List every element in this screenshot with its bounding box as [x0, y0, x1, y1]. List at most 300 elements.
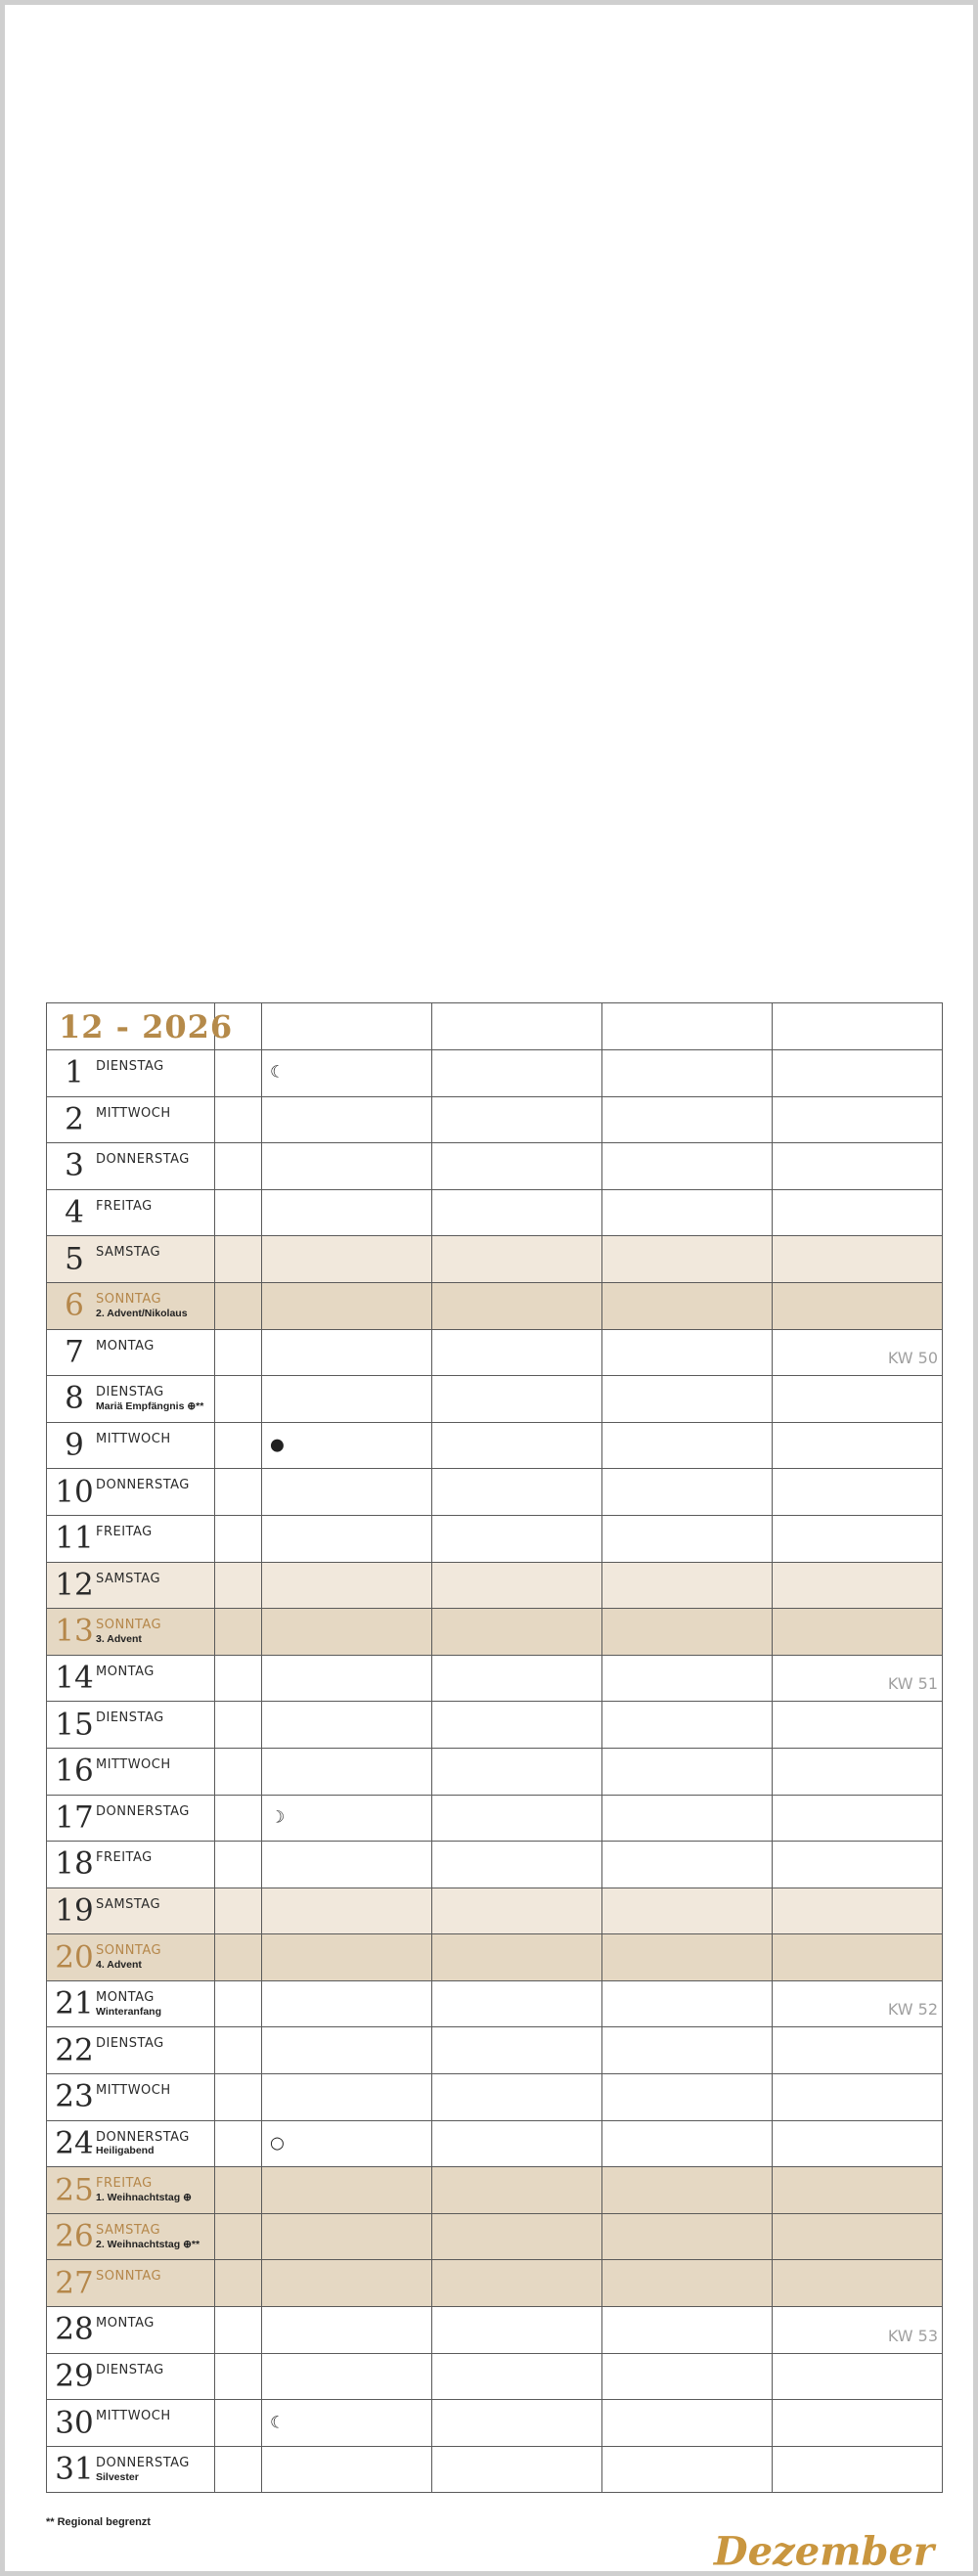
moon-phase-icon: ○ — [270, 2133, 285, 2154]
holiday-label: 2. Weihnachtstag ⊕** — [96, 2238, 200, 2250]
entry-cell[interactable] — [602, 2167, 773, 2214]
day-cell — [47, 1980, 215, 2027]
day-text — [96, 1756, 171, 1773]
day-row — [47, 1702, 943, 1749]
entry-cell[interactable] — [602, 1050, 773, 1097]
entry-cell[interactable] — [262, 1980, 432, 2027]
narrow-cell[interactable] — [215, 1562, 262, 1609]
weekday-label: MITTWOCH — [96, 1105, 171, 1121]
entry-cell[interactable] — [432, 1329, 602, 1376]
entry-cell[interactable] — [602, 1702, 773, 1749]
entry-cell[interactable] — [432, 2400, 602, 2447]
entry-cell[interactable] — [432, 1842, 602, 1888]
entry-cell[interactable] — [432, 1795, 602, 1842]
entry-cell[interactable] — [262, 2260, 432, 2307]
day-text — [96, 1896, 160, 1913]
entry-cell[interactable] — [773, 1702, 943, 1749]
weekday-label: DONNERSTAG — [96, 2129, 190, 2145]
holiday-label: 1. Weihnachtstag ⊕ — [96, 2192, 192, 2204]
day-row — [47, 1562, 943, 1609]
entry-cell[interactable] — [602, 2307, 773, 2354]
day-number: 8 — [65, 1380, 84, 1416]
weekday-label: DIENSTAG — [96, 2362, 164, 2377]
calendar-week-label: KW 53 — [887, 2326, 938, 2345]
day-text — [96, 2082, 171, 2099]
entry-cell[interactable] — [262, 2400, 432, 2447]
weekday-label: MONTAG — [96, 1338, 155, 1354]
entry-cell[interactable] — [602, 1376, 773, 1423]
entry-cell[interactable] — [773, 2213, 943, 2260]
month-year-title: 12 - 2026 — [59, 1007, 234, 1045]
entry-cell[interactable] — [262, 1282, 432, 1329]
calendar-grid — [46, 1002, 943, 2493]
narrow-cell[interactable] — [215, 2074, 262, 2121]
day-number: 7 — [65, 1334, 84, 1370]
header-person-cell[interactable] — [432, 1003, 602, 1050]
narrow-cell[interactable] — [215, 1842, 262, 1888]
entry-cell[interactable] — [602, 1980, 773, 2027]
weekday-label: SAMSTAG — [96, 2222, 161, 2238]
entry-cell[interactable] — [262, 1934, 432, 1981]
day-cell — [47, 2167, 215, 2214]
entry-cell[interactable] — [432, 1376, 602, 1423]
entry-cell[interactable] — [262, 2213, 432, 2260]
day-cell — [47, 1934, 215, 1981]
entry-cell[interactable] — [262, 2120, 432, 2167]
weekday-label: MONTAG — [96, 1989, 155, 2005]
month-year-cell — [47, 1003, 234, 1050]
entry-cell[interactable] — [432, 1236, 602, 1283]
day-number: 9 — [65, 1427, 84, 1463]
day-row — [47, 2260, 943, 2307]
entry-cell[interactable] — [262, 1329, 432, 1376]
day-number: 16 — [55, 1753, 94, 1789]
entry-cell[interactable] — [773, 1934, 943, 1981]
entry-cell[interactable] — [432, 1934, 602, 1981]
moon-phase-icon: ☽ — [270, 1807, 286, 1828]
moon-phase-icon: ● — [270, 1435, 285, 1455]
entry-cell[interactable] — [773, 2260, 943, 2307]
entry-cell[interactable] — [773, 2400, 943, 2447]
day-number: 28 — [55, 2311, 94, 2347]
entry-cell[interactable] — [432, 1515, 602, 1562]
entry-cell[interactable] — [773, 1096, 943, 1143]
weekday-label: SONNTAG — [96, 1943, 162, 1959]
entry-cell[interactable] — [432, 2027, 602, 2074]
entry-cell[interactable] — [262, 2167, 432, 2214]
entry-cell[interactable] — [773, 1189, 943, 1236]
narrow-cell[interactable] — [215, 1236, 262, 1283]
day-row — [47, 2074, 943, 2121]
entry-cell[interactable] — [602, 1096, 773, 1143]
day-text — [96, 1477, 190, 1493]
day-number: 19 — [55, 1892, 94, 1929]
entry-cell[interactable] — [602, 1236, 773, 1283]
entry-cell[interactable] — [602, 1655, 773, 1702]
holiday-label: 3. Advent — [96, 1632, 142, 1645]
weekday-label: SONNTAG — [96, 1291, 162, 1307]
day-row — [47, 2167, 943, 2214]
entry-cell[interactable] — [602, 1795, 773, 1842]
day-number: 3 — [65, 1147, 84, 1183]
day-cell — [47, 2307, 215, 2354]
day-text — [96, 1244, 160, 1261]
day-text — [96, 1849, 153, 1866]
entry-cell[interactable] — [262, 1609, 432, 1656]
entry-cell[interactable] — [773, 1842, 943, 1888]
entry-cell[interactable] — [773, 2167, 943, 2214]
day-row — [47, 1189, 943, 1236]
day-number: 20 — [55, 1939, 94, 1976]
narrow-cell[interactable] — [215, 1376, 262, 1423]
weekday-label: SONNTAG — [96, 1618, 162, 1633]
calendar-week-label: KW 52 — [887, 2000, 938, 2020]
entry-cell[interactable] — [602, 1609, 773, 1656]
day-cell — [47, 1655, 215, 1702]
day-row — [47, 1422, 943, 1469]
entry-cell[interactable] — [262, 2307, 432, 2354]
entry-cell[interactable] — [602, 1469, 773, 1516]
moon-phase-icon: ☾ — [270, 1062, 286, 1083]
entry-cell[interactable] — [432, 2167, 602, 2214]
day-row — [47, 2027, 943, 2074]
entry-cell[interactable] — [262, 1376, 432, 1423]
narrow-cell[interactable] — [215, 1609, 262, 1656]
day-row — [47, 1469, 943, 1516]
day-row — [47, 2446, 943, 2493]
day-number: 26 — [55, 2218, 94, 2254]
weekday-label: SAMSTAG — [96, 1896, 161, 1912]
entry-cell[interactable] — [602, 1422, 773, 1469]
day-row — [47, 1934, 943, 1981]
day-text — [96, 1291, 188, 1319]
entry-cell[interactable] — [262, 1050, 432, 1097]
entry-cell[interactable] — [262, 1422, 432, 1469]
entry-cell[interactable] — [773, 1422, 943, 1469]
entry-cell[interactable] — [432, 2074, 602, 2121]
entry-cell[interactable] — [432, 1096, 602, 1143]
day-number: 10 — [55, 1474, 94, 1510]
weekday-label: DIENSTAG — [96, 1385, 164, 1400]
entry-cell[interactable] — [262, 1469, 432, 1516]
holiday-label: 4. Advent — [96, 1959, 142, 1972]
weekday-label: MITTWOCH — [96, 1756, 171, 1772]
entry-cell[interactable] — [773, 1980, 943, 2027]
day-text — [96, 1524, 153, 1540]
entry-cell[interactable] — [773, 1236, 943, 1283]
entry-cell[interactable] — [432, 1050, 602, 1097]
entry-cell[interactable] — [773, 2074, 943, 2121]
entry-cell[interactable] — [262, 2446, 432, 2493]
entry-cell[interactable] — [773, 1655, 943, 1702]
narrow-cell[interactable] — [215, 1515, 262, 1562]
day-text — [96, 1384, 203, 1412]
weekday-label: DONNERSTAG — [96, 2455, 190, 2470]
weekday-label: DONNERSTAG — [96, 1478, 190, 1493]
day-number: 4 — [65, 1194, 84, 1230]
day-row — [47, 2353, 943, 2400]
entry-cell[interactable] — [773, 1050, 943, 1097]
entry-cell[interactable] — [432, 1748, 602, 1795]
footnote: ** Regional begrenzt — [46, 2516, 151, 2528]
day-text — [96, 2408, 171, 2424]
entry-cell[interactable] — [602, 1934, 773, 1981]
entry-cell[interactable] — [262, 1655, 432, 1702]
entry-cell[interactable] — [262, 2353, 432, 2400]
entry-cell[interactable] — [432, 1980, 602, 2027]
calendar-week-label: KW 50 — [887, 1349, 938, 1368]
entry-cell[interactable] — [432, 1562, 602, 1609]
entry-cell[interactable] — [432, 1655, 602, 1702]
narrow-cell[interactable] — [215, 1934, 262, 1981]
narrow-cell[interactable] — [215, 2307, 262, 2354]
entry-cell[interactable] — [602, 1282, 773, 1329]
day-number: 5 — [65, 1241, 84, 1277]
entry-cell[interactable] — [773, 1609, 943, 1656]
entry-cell[interactable] — [773, 1562, 943, 1609]
day-text — [96, 2175, 192, 2203]
weekday-label: FREITAG — [96, 2176, 153, 2192]
entry-cell[interactable] — [602, 1329, 773, 1376]
day-cell — [47, 2027, 215, 2074]
day-text — [96, 2222, 200, 2250]
entry-cell[interactable] — [262, 1189, 432, 1236]
narrow-cell[interactable] — [215, 2353, 262, 2400]
entry-cell[interactable] — [773, 1329, 943, 1376]
entry-cell[interactable] — [602, 1842, 773, 1888]
narrow-cell[interactable] — [215, 1096, 262, 1143]
header-narrow-cell[interactable] — [215, 1003, 262, 1050]
entry-cell[interactable] — [432, 1189, 602, 1236]
day-text — [96, 1617, 161, 1645]
weekday-label: DIENSTAG — [96, 1710, 164, 1726]
day-cell — [47, 2260, 215, 2307]
day-row — [47, 1980, 943, 2027]
day-text — [96, 1431, 171, 1447]
day-number: 1 — [65, 1054, 84, 1090]
day-text — [96, 2129, 190, 2157]
header-person-cell[interactable] — [602, 1003, 773, 1050]
day-number: 24 — [55, 2125, 94, 2161]
narrow-cell[interactable] — [215, 2260, 262, 2307]
narrow-cell[interactable] — [215, 2446, 262, 2493]
entry-cell[interactable] — [602, 2027, 773, 2074]
day-number: 22 — [55, 2032, 94, 2068]
day-text — [96, 1198, 153, 1215]
entry-cell[interactable] — [432, 1888, 602, 1934]
entry-cell[interactable] — [602, 1748, 773, 1795]
entry-cell[interactable] — [773, 1515, 943, 1562]
entry-cell[interactable] — [602, 2260, 773, 2307]
entry-cell[interactable] — [602, 1515, 773, 1562]
entry-cell[interactable] — [602, 2400, 773, 2447]
entry-cell[interactable] — [773, 1888, 943, 1934]
weekday-label: DONNERSTAG — [96, 1803, 190, 1819]
day-row — [47, 1515, 943, 1562]
entry-cell[interactable] — [262, 2074, 432, 2121]
entry-cell[interactable] — [432, 2213, 602, 2260]
entry-cell[interactable] — [432, 2120, 602, 2167]
entry-cell[interactable] — [432, 1702, 602, 1749]
entry-cell[interactable] — [773, 2120, 943, 2167]
narrow-cell[interactable] — [215, 1189, 262, 1236]
holiday-label: Mariä Empfängnis ⊕** — [96, 1399, 204, 1412]
entry-cell[interactable] — [432, 2446, 602, 2493]
month-name: Dezember — [713, 2528, 934, 2575]
narrow-cell[interactable] — [215, 1422, 262, 1469]
day-row — [47, 1748, 943, 1795]
entry-cell[interactable] — [602, 2120, 773, 2167]
holiday-label: Heiligabend — [96, 2145, 155, 2157]
entry-cell[interactable] — [773, 1376, 943, 1423]
day-row — [47, 2120, 943, 2167]
day-cell — [47, 1795, 215, 1842]
narrow-cell[interactable] — [215, 2213, 262, 2260]
entry-cell[interactable] — [262, 1236, 432, 1283]
entry-cell[interactable] — [262, 1888, 432, 1934]
day-number: 17 — [55, 1799, 94, 1836]
day-text — [96, 2268, 161, 2285]
day-cell — [47, 1888, 215, 1934]
entry-cell[interactable] — [432, 1609, 602, 1656]
day-row — [47, 1050, 943, 1097]
day-text — [96, 1989, 161, 2018]
entry-cell[interactable] — [262, 1795, 432, 1842]
day-cell — [47, 2446, 215, 2493]
entry-cell[interactable] — [262, 1096, 432, 1143]
narrow-cell[interactable] — [215, 2400, 262, 2447]
day-row — [47, 1143, 943, 1190]
day-number: 2 — [65, 1101, 84, 1137]
entry-cell[interactable] — [262, 1748, 432, 1795]
day-cell — [47, 1515, 215, 1562]
narrow-cell[interactable] — [215, 1655, 262, 1702]
narrow-cell[interactable] — [215, 1748, 262, 1795]
narrow-cell[interactable] — [215, 1795, 262, 1842]
day-number: 6 — [65, 1287, 84, 1323]
day-row — [47, 1236, 943, 1283]
day-number: 21 — [55, 1985, 94, 2021]
entry-cell[interactable] — [602, 1888, 773, 1934]
narrow-cell[interactable] — [215, 1980, 262, 2027]
day-cell — [47, 1189, 215, 1236]
entry-cell[interactable] — [262, 1702, 432, 1749]
entry-cell[interactable] — [262, 1562, 432, 1609]
day-cell — [47, 1469, 215, 1516]
entry-cell[interactable] — [602, 2213, 773, 2260]
narrow-cell[interactable] — [215, 2167, 262, 2214]
day-cell — [47, 1236, 215, 1283]
day-text — [96, 1710, 164, 1726]
narrow-cell[interactable] — [215, 1143, 262, 1190]
entry-cell[interactable] — [602, 2353, 773, 2400]
narrow-cell[interactable] — [215, 1329, 262, 1376]
weekday-label: DONNERSTAG — [96, 1152, 190, 1168]
day-cell — [47, 2353, 215, 2400]
entry-cell[interactable] — [773, 1282, 943, 1329]
day-number: 12 — [55, 1567, 94, 1603]
day-text — [96, 1571, 160, 1587]
day-text — [96, 1105, 171, 1122]
day-cell — [47, 1702, 215, 1749]
header-person-cell[interactable] — [773, 1003, 943, 1050]
day-number: 25 — [55, 2172, 94, 2208]
holiday-label: Winteranfang — [96, 2005, 161, 2018]
narrow-cell[interactable] — [215, 1888, 262, 1934]
day-row — [47, 1096, 943, 1143]
day-number: 30 — [55, 2405, 94, 2441]
entry-cell[interactable] — [602, 1562, 773, 1609]
weekday-label: SAMSTAG — [96, 1245, 161, 1261]
day-row — [47, 1329, 943, 1376]
entry-cell[interactable] — [262, 1515, 432, 1562]
day-row — [47, 2307, 943, 2354]
day-text — [96, 2315, 155, 2332]
entry-cell[interactable] — [432, 2260, 602, 2307]
entry-cell[interactable] — [432, 2353, 602, 2400]
weekday-label: FREITAG — [96, 1198, 153, 1214]
holiday-label: Silvester — [96, 2470, 139, 2483]
weekday-label: DIENSTAG — [96, 2036, 164, 2052]
entry-cell[interactable] — [773, 1748, 943, 1795]
entry-cell[interactable] — [432, 1282, 602, 1329]
entry-cell[interactable] — [773, 2446, 943, 2493]
header-person-cell[interactable] — [262, 1003, 432, 1050]
narrow-cell[interactable] — [215, 2027, 262, 2074]
weekday-label: SAMSTAG — [96, 1571, 161, 1586]
entry-cell[interactable] — [773, 1469, 943, 1516]
narrow-cell[interactable] — [215, 2120, 262, 2167]
weekday-label: FREITAG — [96, 1850, 153, 1866]
entry-cell[interactable] — [602, 2446, 773, 2493]
entry-cell[interactable] — [432, 1469, 602, 1516]
day-row — [47, 1609, 943, 1656]
day-cell — [47, 1143, 215, 1190]
entry-cell[interactable] — [262, 1842, 432, 1888]
day-text — [96, 1803, 190, 1820]
day-cell — [47, 2074, 215, 2121]
day-row — [47, 2400, 943, 2447]
day-row — [47, 1655, 943, 1702]
entry-cell[interactable] — [602, 1143, 773, 1190]
narrow-cell[interactable] — [215, 1282, 262, 1329]
entry-cell[interactable] — [602, 2074, 773, 2121]
entry-cell[interactable] — [432, 1422, 602, 1469]
entry-cell[interactable] — [262, 2027, 432, 2074]
weekday-label: FREITAG — [96, 1524, 153, 1539]
narrow-cell[interactable] — [215, 1702, 262, 1749]
entry-cell[interactable] — [773, 1143, 943, 1190]
entry-cell[interactable] — [602, 1189, 773, 1236]
entry-cell[interactable] — [262, 1143, 432, 1190]
day-cell — [47, 1096, 215, 1143]
day-number: 31 — [55, 2451, 94, 2487]
entry-cell[interactable] — [773, 2307, 943, 2354]
entry-cell[interactable] — [432, 2307, 602, 2354]
entry-cell[interactable] — [432, 1143, 602, 1190]
entry-cell[interactable] — [773, 2027, 943, 2074]
narrow-cell[interactable] — [215, 1469, 262, 1516]
day-row — [47, 1282, 943, 1329]
entry-cell[interactable] — [773, 1795, 943, 1842]
day-text — [96, 1942, 161, 1971]
day-cell — [47, 1282, 215, 1329]
day-text — [96, 2455, 190, 2483]
narrow-cell[interactable] — [215, 1050, 262, 1097]
entry-cell[interactable] — [773, 2353, 943, 2400]
day-number: 27 — [55, 2265, 94, 2301]
day-text — [96, 2035, 164, 2052]
